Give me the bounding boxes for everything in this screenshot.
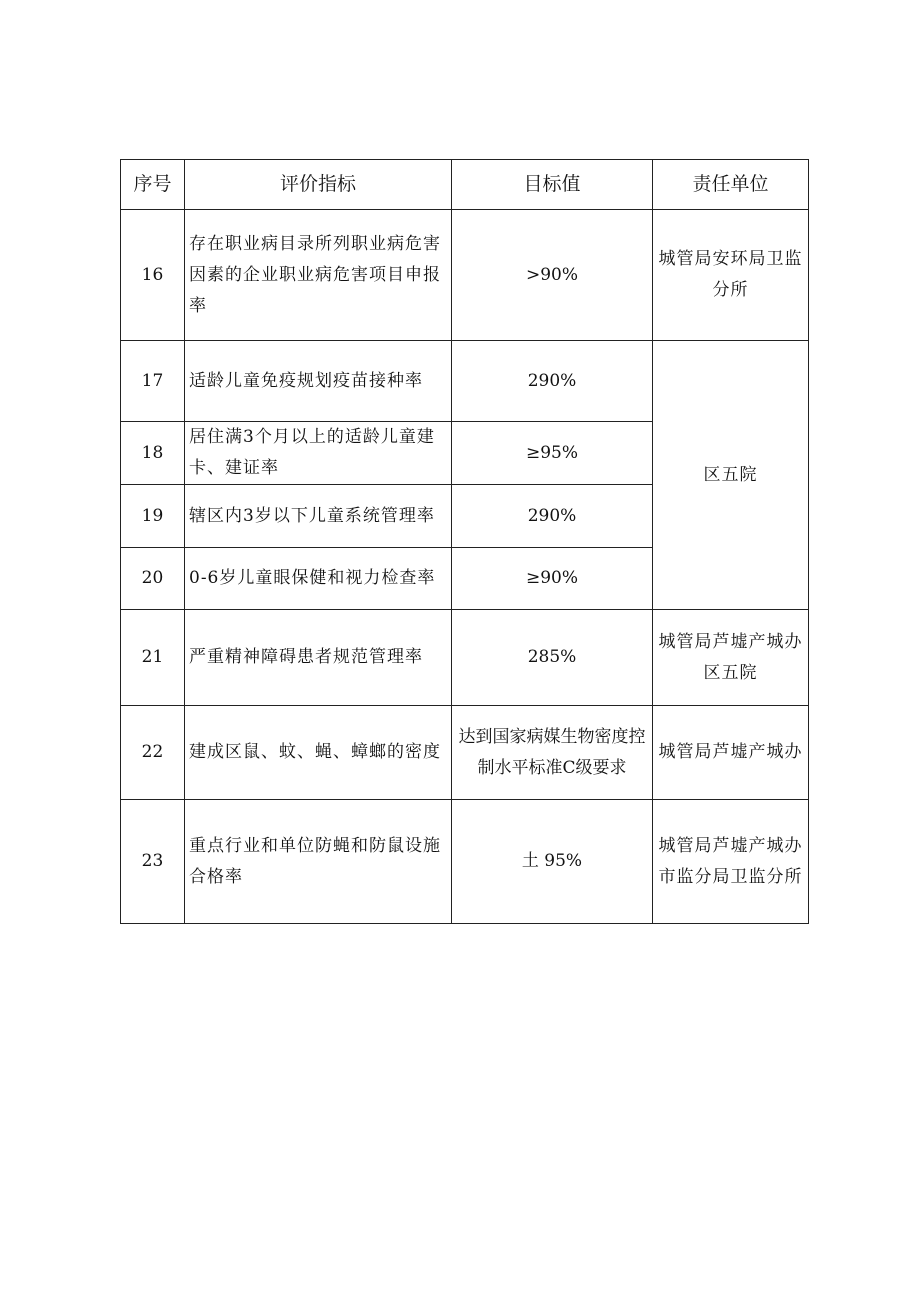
row-no: 22 — [121, 706, 185, 800]
row-indicator: 严重精神障碍患者规范管理率 — [185, 610, 452, 706]
row-no: 16 — [121, 210, 185, 341]
table-row — [121, 706, 809, 800]
indicator-table — [120, 159, 809, 924]
table-row — [121, 210, 809, 341]
row-unit: 城管局芦墟产城办区五院 — [653, 610, 809, 706]
row-target: 285% — [452, 610, 653, 706]
row-indicator: 0-6岁儿童眼保健和视力检查率 — [185, 548, 452, 610]
table-row — [121, 341, 809, 422]
row-unit: 城管局芦墟产城办市监分局卫监分所 — [653, 800, 809, 924]
row-no: 18 — [121, 422, 185, 485]
row-target: 达到国家病媒生物密度控制水平标准C级要求 — [452, 706, 653, 800]
row-target: ≥95% — [452, 422, 653, 485]
row-indicator: 存在职业病目录所列职业病危害因素的企业职业病危害项目申报率 — [185, 210, 452, 341]
header-target: 目标值 — [452, 160, 653, 210]
row-no: 23 — [121, 800, 185, 924]
row-no: 21 — [121, 610, 185, 706]
row-target: 290% — [452, 485, 653, 548]
table-row — [121, 610, 809, 706]
row-unit: 城管局芦墟产城办 — [653, 706, 809, 800]
row-target: 土 95% — [452, 800, 653, 924]
row-target: >90% — [452, 210, 653, 341]
row-unit: 城管局安环局卫监分所 — [653, 210, 809, 341]
row-target: ≥90% — [452, 548, 653, 610]
row-unit: 区五院 — [653, 341, 809, 610]
header-unit: 责任单位 — [653, 160, 809, 210]
row-indicator: 居住满3个月以上的适龄儿童建卡、建证率 — [185, 422, 452, 485]
row-no: 17 — [121, 341, 185, 422]
row-indicator: 重点行业和单位防蝇和防鼠设施合格率 — [185, 800, 452, 924]
row-indicator: 建成区鼠、蚊、蝇、蟑螂的密度 — [185, 706, 452, 800]
header-row — [121, 160, 809, 210]
header-indicator: 评价指标 — [185, 160, 452, 210]
row-no: 20 — [121, 548, 185, 610]
row-indicator: 适龄儿童免疫规划疫苗接种率 — [185, 341, 452, 422]
row-target: 290% — [452, 341, 653, 422]
header-no: 序号 — [121, 160, 185, 210]
row-indicator: 辖区内3岁以下儿童系统管理率 — [185, 485, 452, 548]
row-no: 19 — [121, 485, 185, 548]
table-row — [121, 800, 809, 924]
